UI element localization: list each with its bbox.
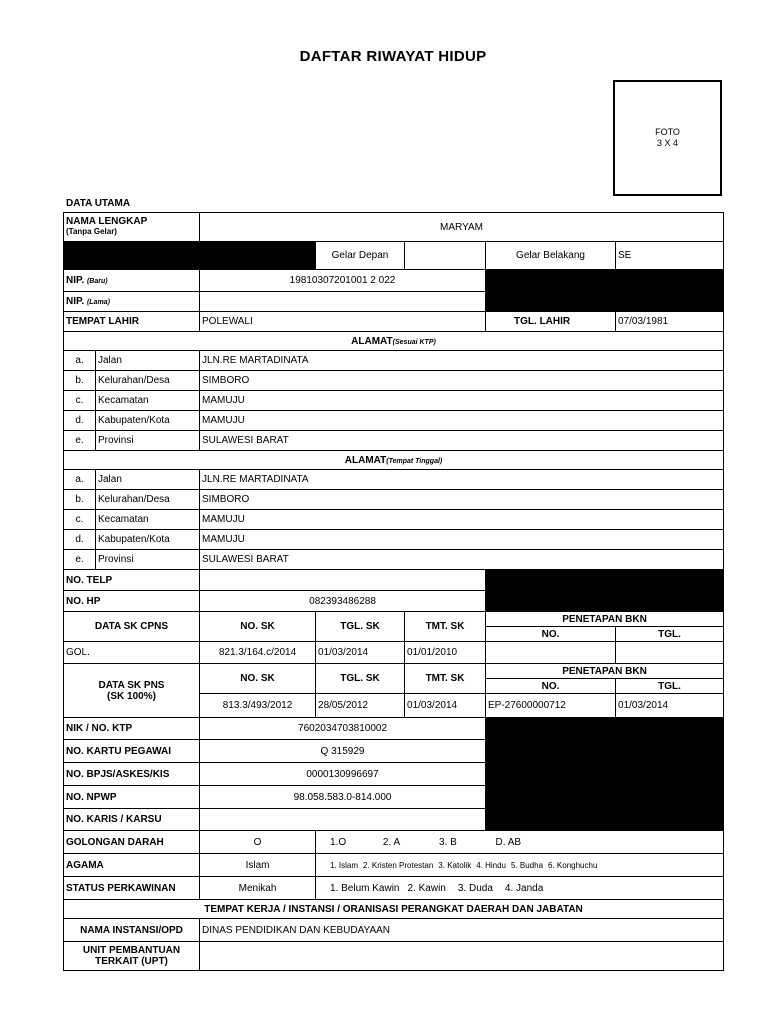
pns-bkn-tgl-value: 01/03/2014 bbox=[616, 694, 724, 718]
photo-placeholder bbox=[613, 80, 722, 196]
upt-sublabel: TERKAIT (UPT) bbox=[95, 956, 168, 967]
row-golongan-darah bbox=[64, 831, 724, 854]
pns-label-cell bbox=[64, 664, 200, 718]
cpns-penetapan-label: PENETAPAN BKN bbox=[486, 612, 724, 627]
row-label: Provinsi bbox=[96, 431, 200, 451]
option: 1. Belum Kawin bbox=[330, 882, 400, 894]
status-options bbox=[316, 877, 724, 900]
instansi-label: NAMA INSTANSI/OPD bbox=[64, 919, 200, 942]
pns-tgl-sk-label: TGL. SK bbox=[316, 664, 405, 694]
option: 3. Duda bbox=[457, 882, 493, 894]
table-row bbox=[64, 431, 724, 451]
golongan-darah-options bbox=[316, 831, 724, 854]
tempat-lahir-label: TEMPAT LAHIR bbox=[64, 312, 200, 332]
redacted-block bbox=[64, 242, 316, 270]
pns-penetapan-label: PENETAPAN BKN bbox=[486, 664, 724, 679]
row-lahir bbox=[64, 312, 724, 332]
redacted-block bbox=[486, 718, 724, 831]
row-label: Kecamatan bbox=[96, 391, 200, 411]
gelar-depan-value bbox=[405, 242, 486, 270]
alamat-tinggal-title: ALAMAT bbox=[344, 454, 387, 466]
option: 1.O bbox=[330, 836, 347, 848]
id-label: NO. NPWP bbox=[64, 786, 200, 809]
option: 3. B bbox=[438, 836, 457, 848]
upt-label-cell bbox=[64, 942, 200, 971]
cv-table bbox=[63, 212, 724, 971]
nip-lama-value bbox=[200, 292, 486, 312]
row-value: MAMUJU bbox=[200, 391, 724, 411]
row-label: Kelurahan/Desa bbox=[96, 490, 200, 510]
cpns-tmt-sk-value: 01/01/2010 bbox=[405, 642, 486, 664]
tempat-lahir-value: POLEWALI bbox=[200, 312, 486, 332]
nip-baru-label: NIP. bbox=[66, 275, 85, 286]
row-index: c. bbox=[64, 391, 96, 411]
gelar-belakang-label: Gelar Belakang bbox=[486, 242, 616, 270]
kerja-header: TEMPAT KERJA / INSTANSI / ORANISASI PERANGKAT DAERAH DAN JABATAN bbox=[64, 900, 724, 919]
id-label: NO. KARIS / KARSU bbox=[64, 809, 200, 831]
golongan-darah-value: O bbox=[200, 831, 316, 854]
row-label: Kelurahan/Desa bbox=[96, 371, 200, 391]
row-telp bbox=[64, 570, 724, 591]
row-index: a. bbox=[64, 351, 96, 371]
row-label: Kecamatan bbox=[96, 510, 200, 530]
id-value: 98.058.583.0-814.000 bbox=[200, 786, 486, 809]
alamat-ktp-title: ALAMAT bbox=[351, 335, 393, 347]
cpns-bkn-no-value bbox=[486, 642, 616, 664]
row-cpns-header bbox=[64, 612, 724, 627]
table-row bbox=[64, 530, 724, 550]
cpns-tmt-sk-label: TMT. SK bbox=[405, 612, 486, 642]
redacted-block bbox=[486, 570, 724, 612]
row-index: b. bbox=[64, 490, 96, 510]
row-cpns-values bbox=[64, 642, 724, 664]
table-row bbox=[64, 371, 724, 391]
pns-no-sk-label: NO. SK bbox=[200, 664, 316, 694]
nip-lama-sublabel: (Lama) bbox=[86, 299, 110, 306]
option: 2. A bbox=[382, 836, 401, 848]
row-value: SULAWESI BARAT bbox=[200, 550, 724, 570]
nama-label-cell bbox=[64, 213, 200, 242]
option: 4. Janda bbox=[504, 882, 544, 894]
row-label: Provinsi bbox=[96, 550, 200, 570]
nip-baru-label-cell bbox=[64, 270, 200, 292]
row-kerja-header bbox=[64, 900, 724, 919]
table-row bbox=[64, 470, 724, 490]
row-agama bbox=[64, 854, 724, 877]
option: 6. Konghuchu bbox=[548, 860, 598, 870]
pns-sublabel: (SK 100%) bbox=[107, 690, 156, 702]
status-value: Menikah bbox=[200, 877, 316, 900]
row-label: Jalan bbox=[96, 351, 200, 371]
pns-tmt-sk-value: 01/03/2014 bbox=[405, 694, 486, 718]
option: 3. Katolik bbox=[438, 860, 472, 870]
gelar-depan-label: Gelar Depan bbox=[316, 242, 405, 270]
gol-label: GOL. bbox=[66, 647, 90, 658]
option: 4. Hindu bbox=[476, 860, 506, 870]
row-value: JLN.RE MARTADINATA bbox=[200, 470, 724, 490]
id-value: 0000130996697 bbox=[200, 763, 486, 786]
nip-baru-sublabel: (Baru) bbox=[86, 278, 108, 285]
cpns-no-sk-value: 821.3/164.c/2014 bbox=[200, 642, 316, 664]
id-label: NO. KARTU PEGAWAI bbox=[64, 740, 200, 763]
row-alamat-tinggal-header bbox=[64, 451, 724, 470]
gelar-belakang-value: SE bbox=[616, 242, 724, 270]
table-row bbox=[64, 550, 724, 570]
id-label: NIK / NO. KTP bbox=[64, 718, 200, 740]
row-value: MAMUJU bbox=[200, 411, 724, 431]
row-status bbox=[64, 877, 724, 900]
section-label: DATA UTAMA bbox=[66, 198, 131, 209]
pns-bkn-no-label: NO. bbox=[486, 679, 616, 694]
nama-value: MARYAM bbox=[200, 213, 724, 242]
row-gelar bbox=[64, 242, 724, 270]
id-label: NO. BPJS/ASKES/KIS bbox=[64, 763, 200, 786]
alamat-ktp-subtitle: (Sesuai KTP) bbox=[392, 338, 436, 346]
row-index: d. bbox=[64, 530, 96, 550]
row-nip-baru bbox=[64, 270, 724, 292]
row-value: JLN.RE MARTADINATA bbox=[200, 351, 724, 371]
hp-label: NO. HP bbox=[64, 591, 200, 612]
upt-value bbox=[200, 942, 724, 971]
cpns-tgl-sk-label: TGL. SK bbox=[316, 612, 405, 642]
redacted-block bbox=[486, 270, 724, 312]
cpns-no-sk-label: NO. SK bbox=[200, 612, 316, 642]
alamat-tinggal-subtitle: (Tempat Tinggal) bbox=[386, 457, 443, 465]
row-label: Kabupaten/Kota bbox=[96, 530, 200, 550]
id-value bbox=[200, 809, 486, 831]
row-index: d. bbox=[64, 411, 96, 431]
row-value: SIMBORO bbox=[200, 490, 724, 510]
row-value: MAMUJU bbox=[200, 530, 724, 550]
id-value: 7602034703810002 bbox=[200, 718, 486, 740]
telp-value bbox=[200, 570, 486, 591]
agama-options bbox=[316, 854, 724, 877]
tgl-lahir-value: 07/03/1981 bbox=[616, 312, 724, 332]
pns-tgl-sk-value: 28/05/2012 bbox=[316, 694, 405, 718]
row-upt bbox=[64, 942, 724, 971]
row-nama bbox=[64, 213, 724, 242]
instansi-value: DINAS PENDIDIKAN DAN KEBUDAYAAN bbox=[200, 919, 724, 942]
pns-no-sk-value: 813.3/493/2012 bbox=[200, 694, 316, 718]
table-row bbox=[64, 718, 724, 740]
option: 5. Budha bbox=[511, 860, 544, 870]
photo-label: FOTO bbox=[655, 127, 680, 137]
upt-label: UNIT PEMBANTUAN bbox=[82, 945, 181, 956]
row-value: MAMUJU bbox=[200, 510, 724, 530]
option: 2. Kristen Protestan bbox=[363, 860, 434, 870]
table-row bbox=[64, 490, 724, 510]
row-index: e. bbox=[64, 550, 96, 570]
table-row bbox=[64, 411, 724, 431]
nip-lama-label-cell bbox=[64, 292, 200, 312]
row-label: Jalan bbox=[96, 470, 200, 490]
alamat-ktp-header bbox=[64, 332, 724, 351]
row-alamat-ktp-header bbox=[64, 332, 724, 351]
option: 2. Kawin bbox=[407, 882, 446, 894]
row-label: Kabupaten/Kota bbox=[96, 411, 200, 431]
pns-bkn-tgl-label: TGL. bbox=[616, 679, 724, 694]
nip-lama-label: NIP. bbox=[66, 296, 85, 307]
row-index: a. bbox=[64, 470, 96, 490]
pns-label: DATA SK PNS bbox=[98, 679, 165, 691]
cpns-bkn-no-label: NO. bbox=[486, 627, 616, 642]
hp-value: 082393486288 bbox=[200, 591, 486, 612]
tgl-lahir-label: TGL. LAHIR bbox=[486, 312, 616, 332]
agama-value: Islam bbox=[200, 854, 316, 877]
nama-sublabel: (Tanpa Gelar) bbox=[66, 227, 117, 236]
cpns-bkn-tgl-value bbox=[616, 642, 724, 664]
pns-bkn-no-value: EP-27600000712 bbox=[486, 694, 616, 718]
table-row bbox=[64, 391, 724, 411]
row-index: c. bbox=[64, 510, 96, 530]
alamat-tinggal-header bbox=[64, 451, 724, 470]
table-row bbox=[64, 510, 724, 530]
row-pns-header bbox=[64, 664, 724, 679]
option: 1. Islam bbox=[330, 860, 359, 870]
photo-size: 3 X 4 bbox=[656, 138, 678, 148]
cpns-tgl-sk-value: 01/03/2014 bbox=[316, 642, 405, 664]
row-instansi bbox=[64, 919, 724, 942]
cpns-label: DATA SK CPNS bbox=[64, 612, 200, 642]
row-value: SIMBORO bbox=[200, 371, 724, 391]
gol-label-cell bbox=[64, 642, 200, 664]
cpns-bkn-tgl-label: TGL. bbox=[616, 627, 724, 642]
row-index: e. bbox=[64, 431, 96, 451]
status-label: STATUS PERKAWINAN bbox=[64, 877, 200, 900]
option: D. AB bbox=[495, 836, 522, 848]
nip-baru-value: 19810307201001 2 022 bbox=[200, 270, 486, 292]
telp-label: NO. TELP bbox=[64, 570, 200, 591]
nama-label: NAMA LENGKAP bbox=[66, 216, 148, 227]
document-title: DAFTAR RIWAYAT HIDUP bbox=[299, 48, 487, 65]
agama-label: AGAMA bbox=[64, 854, 200, 877]
row-index: b. bbox=[64, 371, 96, 391]
pns-tmt-sk-label: TMT. SK bbox=[405, 664, 486, 694]
table-row bbox=[64, 351, 724, 371]
row-value: SULAWESI BARAT bbox=[200, 431, 724, 451]
id-value: Q 315929 bbox=[200, 740, 486, 763]
golongan-darah-label: GOLONGAN DARAH bbox=[64, 831, 200, 854]
